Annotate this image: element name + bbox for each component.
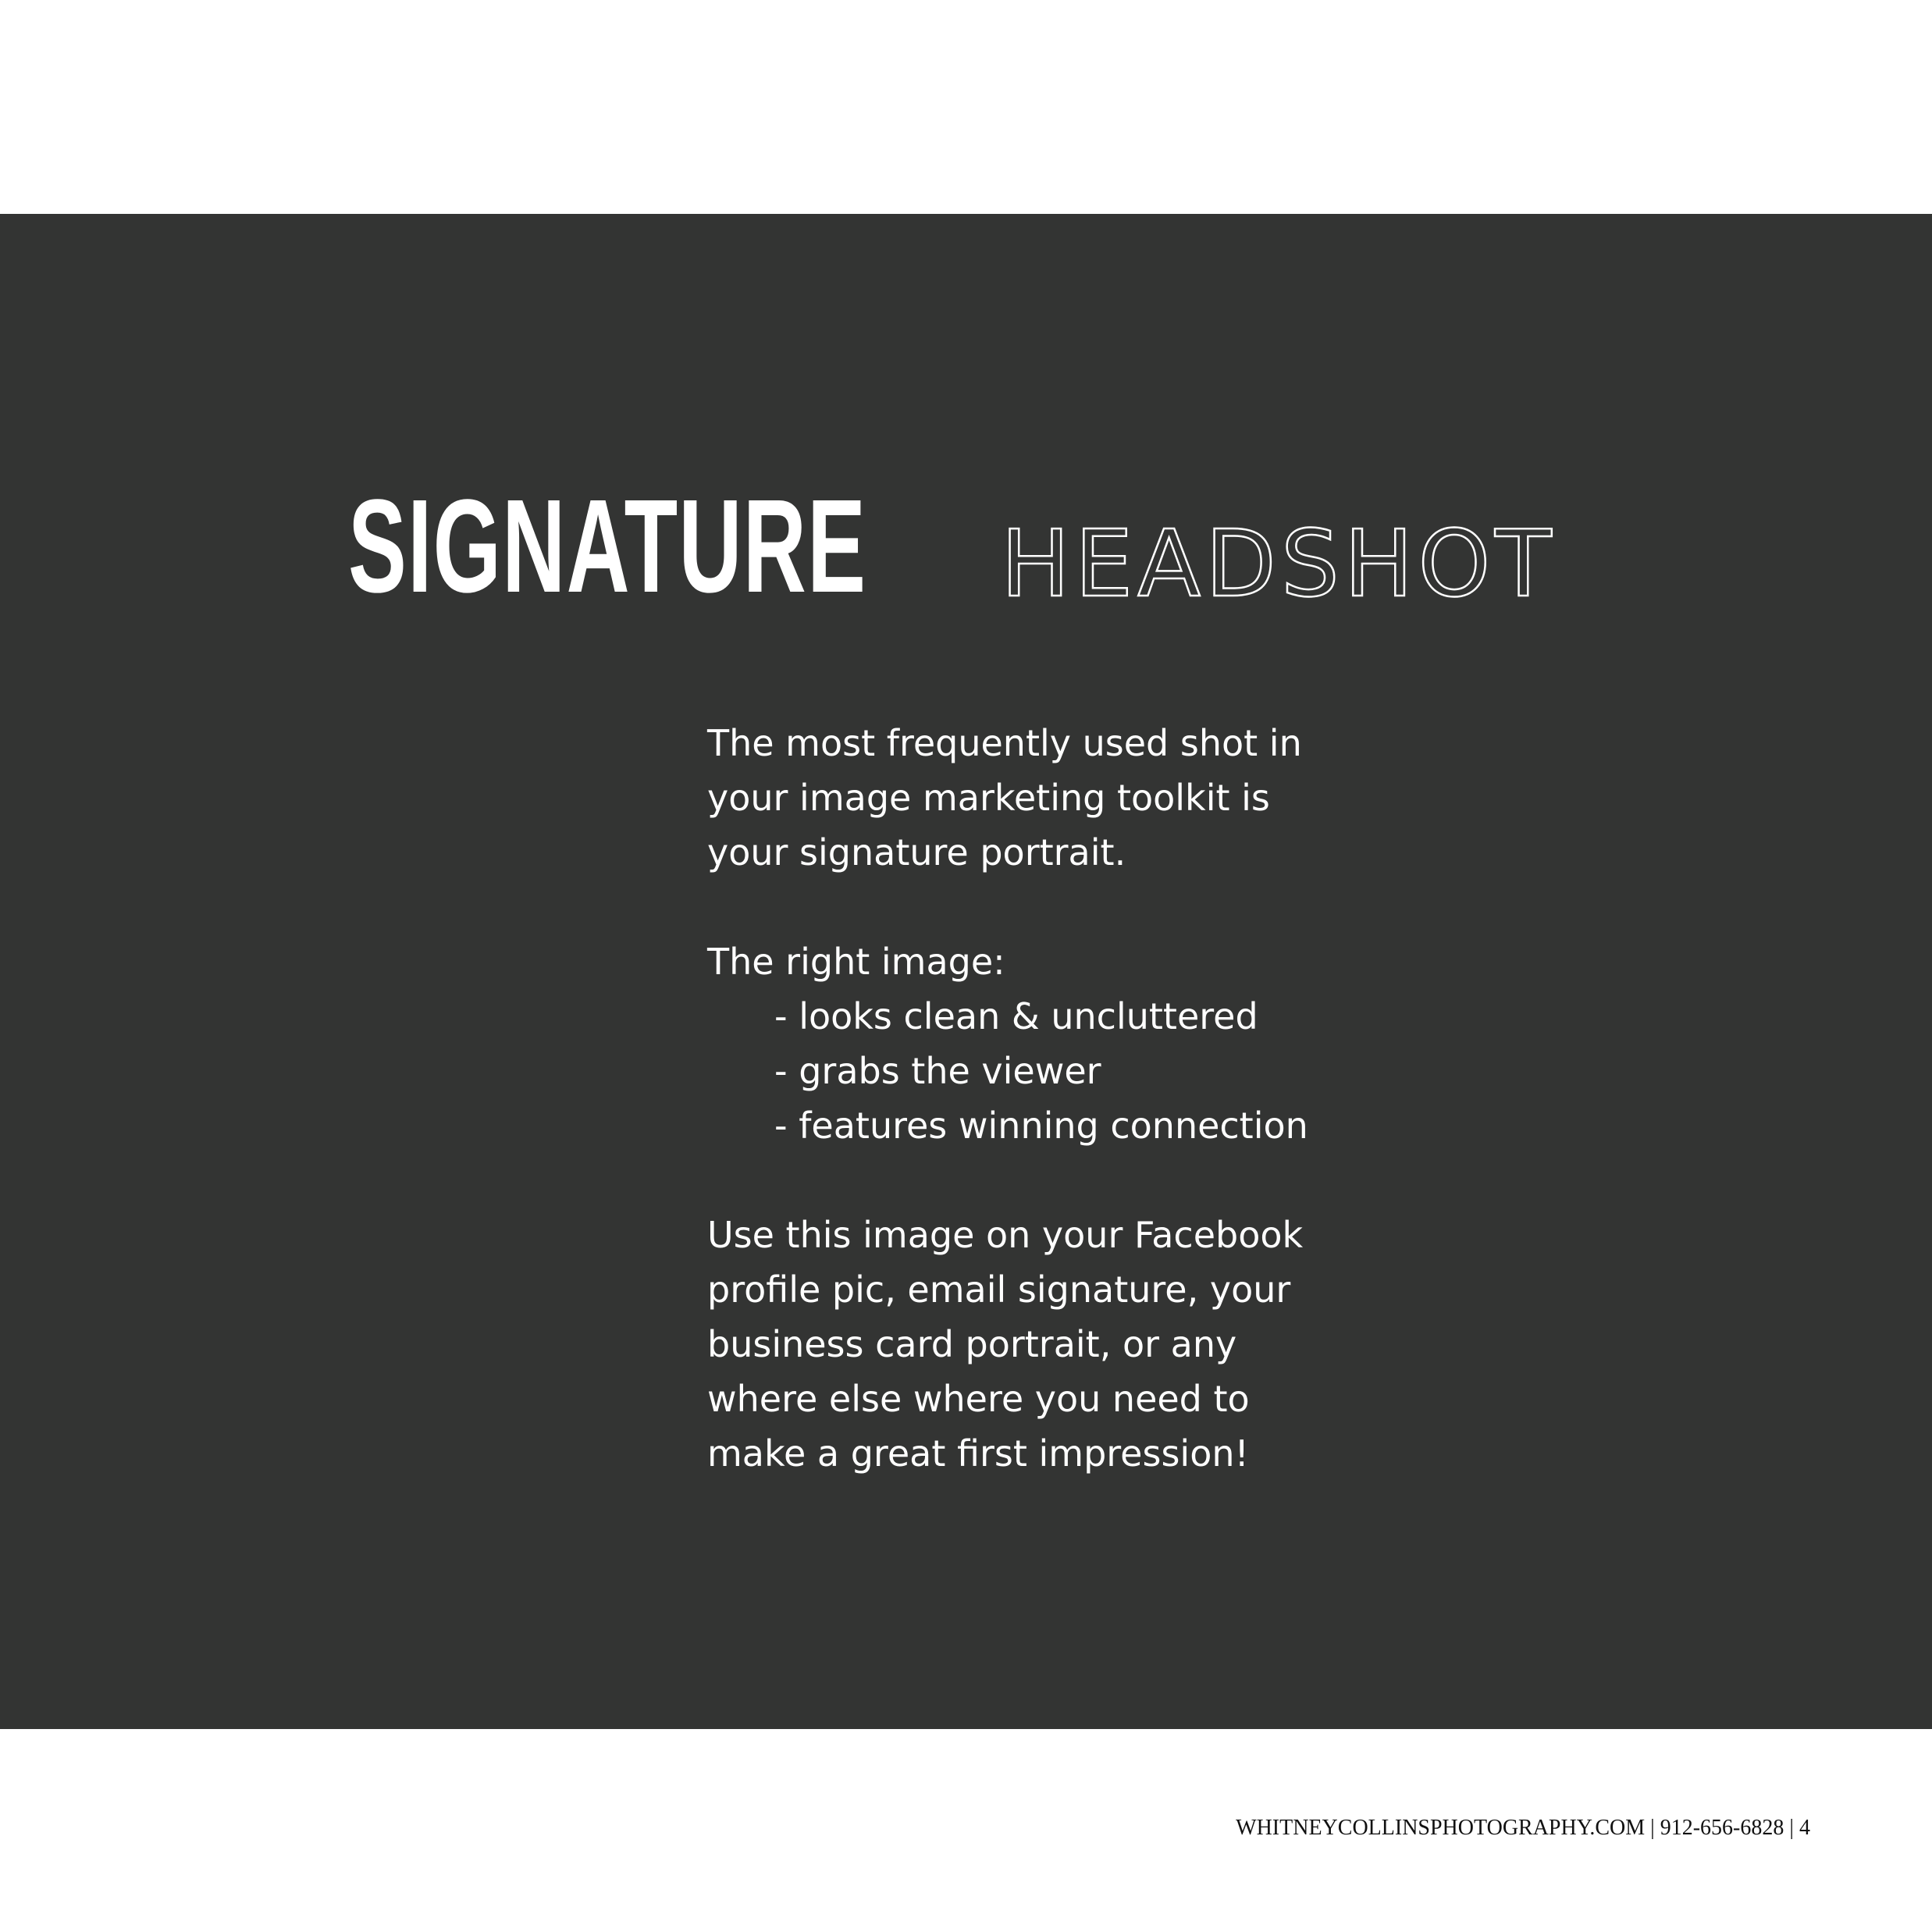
paragraph-gap	[707, 1153, 1332, 1208]
criteria-item: - grabs the viewer	[774, 1050, 1101, 1092]
criteria-item: - looks clean & uncluttered	[774, 995, 1258, 1037]
criteria-item: - features winning connection	[774, 1105, 1308, 1147]
usage-line: where else where you need to	[707, 1378, 1250, 1420]
usage-line: profile pic, email signature, your	[707, 1268, 1291, 1311]
criteria-heading: The right image:	[707, 941, 1005, 983]
paragraph-gap	[707, 880, 1332, 934]
title-light-word: HEADSHOT	[1001, 510, 1557, 617]
usage-line: business card portrait, or any	[707, 1323, 1237, 1365]
intro-line: The most frequently used shot in	[707, 722, 1302, 764]
intro-line: your signature portrait.	[707, 831, 1126, 873]
usage-line: make a great first impression!	[707, 1432, 1249, 1475]
page-footer: WHITNEYCOLLINSPHOTOGRAPHY.COM | 912-656-6828 | 4	[1236, 1816, 1810, 1840]
intro-line: your image marketing toolkit is	[707, 777, 1270, 819]
usage-line: Use this image on your Facebook	[707, 1214, 1304, 1256]
title-bold-word: SIGNATURE	[348, 472, 867, 621]
body-text	[707, 716, 1332, 1481]
